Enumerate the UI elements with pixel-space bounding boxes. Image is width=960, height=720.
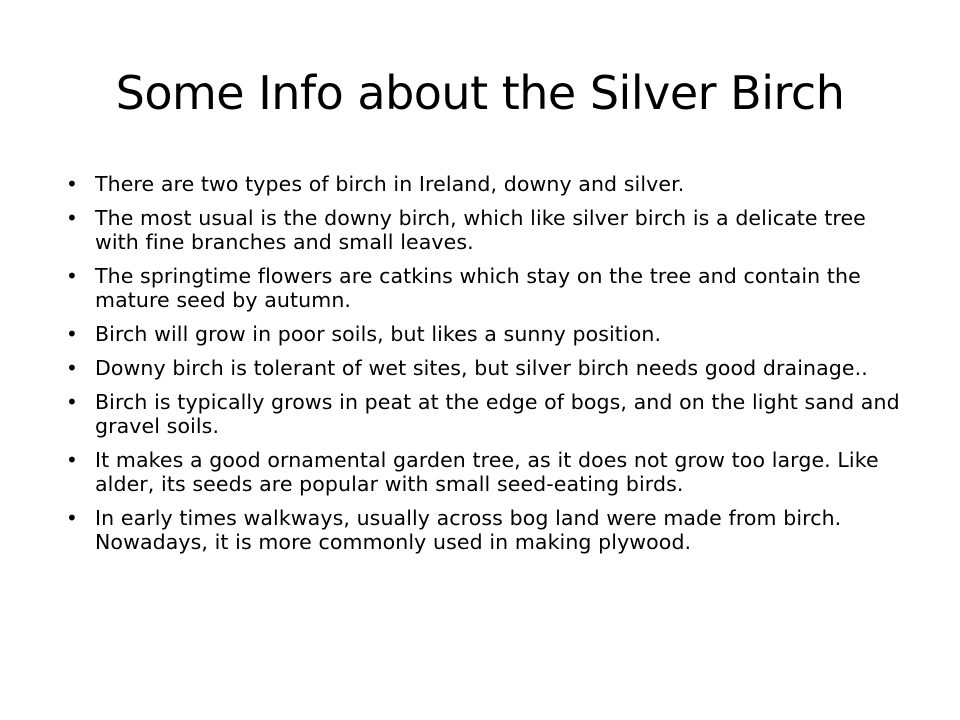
bullet-item <box>66 264 906 312</box>
bullet-item <box>66 322 906 346</box>
bullet-list <box>66 172 906 564</box>
bullet-icon: • <box>66 356 78 380</box>
bullet-text: Birch will grow in poor soils, but likes a sunny position. <box>95 322 662 346</box>
bullet-icon: • <box>66 172 78 196</box>
bullet-text: Downy birch is tolerant of wet sites, but silver birch needs good drainage.. <box>95 356 868 380</box>
bullet-item <box>66 390 906 438</box>
bullet-item <box>66 206 906 254</box>
bullet-icon: • <box>66 264 78 288</box>
bullet-icon: • <box>66 390 78 414</box>
bullet-icon: • <box>66 448 78 472</box>
bullet-item <box>66 172 906 196</box>
bullet-icon: • <box>66 322 78 346</box>
bullet-icon: • <box>66 506 78 530</box>
bullet-text: The springtime flowers are catkins which stay on the tree and contain the mature seed by autumn. <box>95 264 861 312</box>
bullet-icon: • <box>66 206 78 230</box>
bullet-item <box>66 448 906 496</box>
bullet-text: In early times walkways, usually across bog land were made from birch. Nowadays, it is more commonly used in making plywood. <box>95 506 842 554</box>
slide-title: Some Info about the Silver Birch <box>115 66 845 120</box>
bullet-text: It makes a good ornamental garden tree, as it does not grow too large. Like alder, its seeds are popular with small seed-eating birds. <box>95 448 879 496</box>
bullet-item <box>66 506 906 554</box>
bullet-text: Birch is typically grows in peat at the edge of bogs, and on the light sand and gravel soils. <box>95 390 900 438</box>
bullet-item <box>66 356 906 380</box>
bullet-text: There are two types of birch in Ireland, downy and silver. <box>95 172 685 196</box>
bullet-text: The most usual is the downy birch, which like silver birch is a delicate tree with fine branches and small leaves. <box>95 206 866 254</box>
